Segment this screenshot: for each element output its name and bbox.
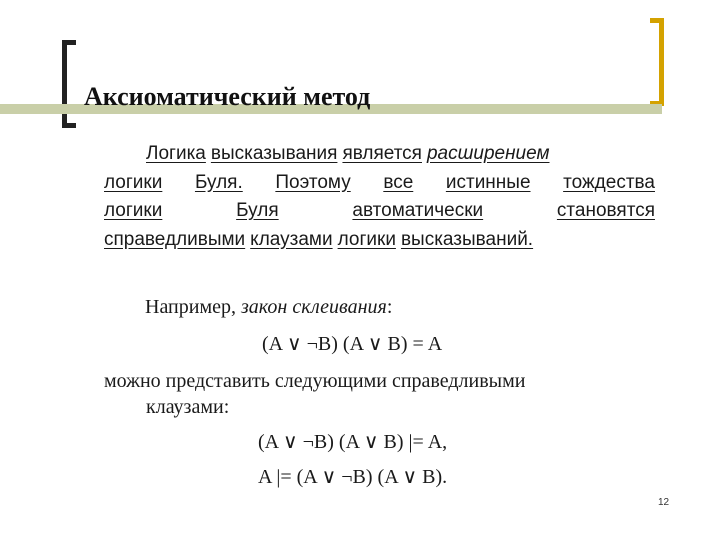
word: тождества — [563, 171, 655, 193]
word: становятся — [556, 200, 655, 221]
word: все — [383, 171, 414, 193]
word: является — [342, 143, 422, 164]
word-italic: расширением — [426, 143, 550, 164]
example-line — [145, 296, 392, 319]
word: справедливыми — [104, 228, 246, 250]
word: логики — [104, 200, 163, 221]
represent-text — [104, 368, 664, 420]
word: Буля. — [194, 171, 243, 193]
page-number: 12 — [658, 497, 670, 508]
paragraph-line — [104, 226, 655, 255]
word: Поэтому — [275, 171, 351, 193]
represent-line-1: можно представить следующими справедливыми — [104, 370, 526, 392]
word: Буля — [236, 200, 279, 221]
word: высказывания — [210, 143, 338, 164]
example-prefix: Например, — [145, 296, 236, 318]
right-bracket-decoration — [650, 18, 664, 106]
paragraph-intro — [104, 140, 655, 254]
paragraph-line — [104, 169, 655, 198]
word: клаузами — [250, 228, 333, 250]
word: логики — [337, 228, 396, 250]
word: истинные — [445, 171, 531, 193]
represent-line-2: клаузами: — [146, 396, 230, 418]
left-bracket-decoration — [62, 40, 76, 128]
slide-title: Аксиоматический метод — [84, 82, 371, 111]
word: логики — [104, 171, 163, 193]
paragraph-line — [104, 140, 655, 169]
word: автоматически — [352, 200, 484, 221]
paragraph-line — [104, 197, 655, 226]
example-colon: : — [386, 296, 393, 318]
word: высказываний. — [400, 228, 534, 250]
example-law-name: закон склеивания — [241, 296, 387, 318]
formula-clause-1: (A ∨ ¬B) (A ∨ B) |= A, — [258, 431, 448, 453]
formula-clause-2: A |= (A ∨ ¬B) (A ∨ B). — [258, 466, 448, 488]
formula-absorption-law: (A ∨ ¬B) (A ∨ B) = A — [262, 333, 443, 355]
word: Логика — [146, 143, 206, 164]
